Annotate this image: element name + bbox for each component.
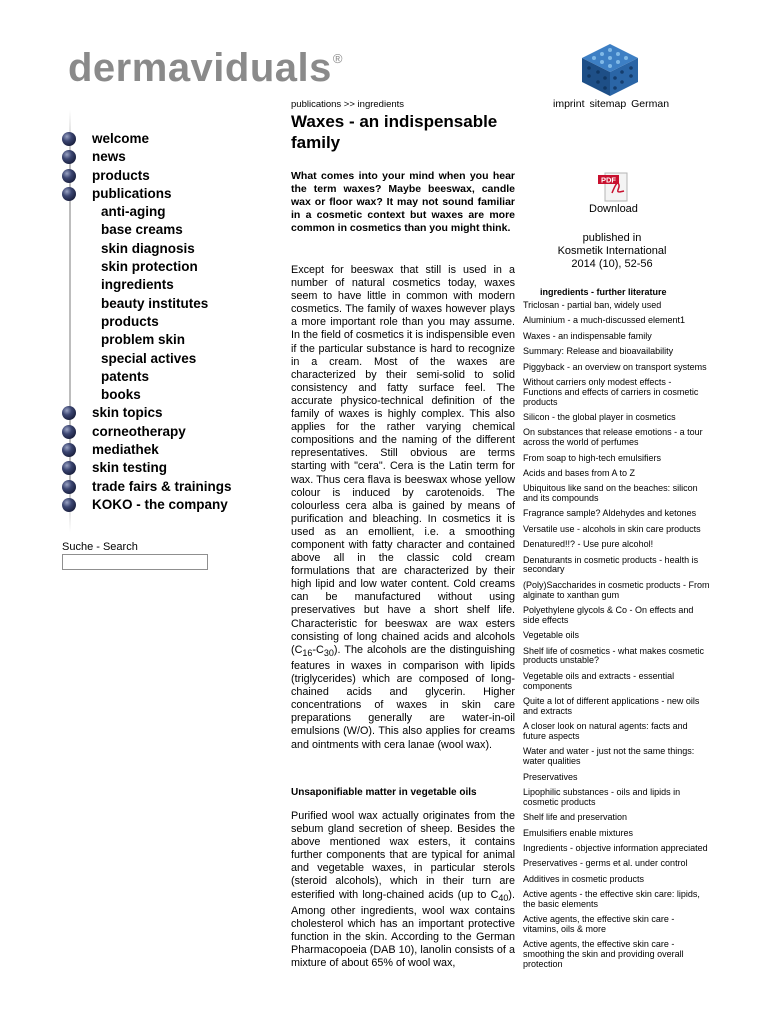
molecule-logo-icon bbox=[580, 42, 640, 98]
breadcrumb: publications >> ingredients bbox=[291, 99, 405, 110]
article-intro: What comes into your mind when you hear the term waxes? Maybe beeswax, candle wax or floor wax? It may not sound familiar in a cosmetic context but waxes are more common in cosmetics than you might think. bbox=[291, 170, 515, 234]
related-link[interactable]: Acids and bases from A to Z bbox=[523, 467, 636, 478]
nav-item-label: patents bbox=[101, 368, 150, 384]
search-label: Suche - Search bbox=[62, 541, 138, 553]
published-issue: 2014 (10), 52-56 bbox=[571, 258, 653, 270]
nav-item[interactable] bbox=[62, 478, 262, 496]
nav-item-label: mediathek bbox=[92, 442, 159, 458]
related-link[interactable]: Water and water - just not the same things: water qualities bbox=[523, 746, 695, 767]
paragraph-text: Except for beeswax that still is used in a number of natural cosmetics today, waxes seem to have little in common with modern cosmetics. The family of waxes however plays a more important role than you may assume. In the field of cosmetics it is indispensible even if the particular substance is hard to recognize in a cream. Most of the waxes are characterized by their semi-solid to solid consistency and fatty surface feel. The accurate physico-technical definition of the family of waxes is highly complex. This also applies for the rather varying chemical compositions and the naming of the different representatives. Still obvious are terms starting with "cera". Cera is the Latin term for wax. Thus cera flava is beeswax whose yellow colour is induced by carotenoids. The colourless cera alba is gained by means of purification and bleaching. In cosmetics it is used as an emollient, i.e. a smoothing component with fatty character and contained above all in the classic cold cream formulations that are characterized by their high lipid and low water content. Cold creams can be manufactured without using preservatives but have a short shelf life. Characteristic for beeswax are wax esters consisting of long chained acids and alcohols (C bbox=[291, 264, 515, 656]
related-link[interactable]: Lipophilic substances - oils and lipids in cosmetic products bbox=[523, 786, 681, 807]
nav-item[interactable] bbox=[62, 148, 262, 166]
nav-item[interactable] bbox=[62, 331, 262, 349]
bullet-icon bbox=[62, 443, 76, 457]
nav-item[interactable] bbox=[62, 276, 262, 294]
related-link[interactable]: Active agents - the effective skin care: lipids, the basic elements bbox=[523, 889, 700, 909]
bullet-icon bbox=[62, 425, 76, 439]
nav-item-label: news bbox=[92, 149, 126, 165]
nav-item-label: beauty institutes bbox=[101, 295, 209, 311]
nav-item-label: publications bbox=[92, 185, 172, 201]
nav-item-label: anti-aging bbox=[101, 204, 166, 220]
nav-item[interactable] bbox=[62, 221, 262, 239]
download-link[interactable]: Download bbox=[589, 203, 638, 215]
nav-item[interactable] bbox=[62, 386, 262, 404]
related-link[interactable]: Vegetable oils bbox=[523, 630, 580, 641]
bullet-icon bbox=[62, 498, 76, 512]
nav-item-label: products bbox=[92, 167, 150, 183]
related-link[interactable]: Emulsifiers enable mixtures bbox=[523, 827, 634, 838]
logo-text: dermaviduals bbox=[68, 46, 332, 90]
nav-item-label: trade fairs & trainings bbox=[92, 478, 232, 494]
page-title: Waxes - an indispensable family bbox=[291, 112, 498, 152]
bullet-icon bbox=[62, 461, 76, 475]
bullet-icon bbox=[62, 132, 76, 146]
nav-item[interactable] bbox=[62, 240, 262, 258]
subscript: 40 bbox=[498, 892, 509, 903]
subscript: 30 bbox=[323, 647, 334, 658]
related-link[interactable]: Active agents, the effective skin care - smoothing the skin and providing overall protection bbox=[523, 939, 684, 970]
related-link[interactable]: Preservatives - germs et al. under control bbox=[523, 858, 688, 869]
bullet-icon bbox=[62, 406, 76, 420]
nav-item-label: base creams bbox=[101, 222, 183, 238]
article-paragraph bbox=[291, 810, 515, 970]
related-link[interactable]: Shelf life of cosmetics - what makes cosmetic products unstable? bbox=[523, 645, 705, 666]
nav-item-label: problem skin bbox=[101, 332, 186, 348]
nav-item[interactable] bbox=[62, 496, 262, 514]
nav-item[interactable] bbox=[62, 441, 262, 459]
published-journal: Kosmetik International bbox=[557, 245, 667, 257]
related-link[interactable]: Ingredients - objective information appreciated bbox=[523, 842, 708, 853]
related-link[interactable]: Aluminium - a much-discussed element1 bbox=[523, 315, 686, 326]
site-logo[interactable] bbox=[68, 48, 343, 88]
published-label: published in bbox=[582, 232, 642, 244]
nav-item[interactable] bbox=[62, 350, 262, 368]
related-link[interactable]: From soap to high-tech emulsifiers bbox=[523, 452, 662, 463]
pdf-icon[interactable] bbox=[597, 172, 633, 202]
related-link[interactable]: Quite a lot of different applications - new oils and extracts bbox=[523, 695, 700, 716]
related-link[interactable]: Waxes - an indispensable family bbox=[523, 330, 652, 341]
related-list bbox=[523, 301, 711, 975]
german-link[interactable]: German bbox=[631, 98, 670, 110]
nav-item-label: KOKO - the company bbox=[92, 496, 228, 512]
publication-info bbox=[548, 232, 676, 271]
related-link[interactable]: Additives in cosmetic products bbox=[523, 873, 645, 884]
related-title: ingredients - further literature bbox=[540, 287, 667, 297]
related-link[interactable]: Denatured!!? - Use pure alcohol! bbox=[523, 539, 654, 550]
nav-item[interactable] bbox=[62, 185, 262, 203]
related-link[interactable]: Vegetable oils and extracts - essential components bbox=[523, 670, 675, 691]
paragraph-text: ). The alcohols are the distinguishing features in waxes in comparison with lipids (triglycerides) which are composed of long-chained acids and glycerin. Higher concentrations of waxes in skin care preparations generally are water-in-oil emulsions (W/O). This also applies for creams and ointments with cera lanae (wool wax). bbox=[291, 643, 515, 751]
imprint-link[interactable]: imprint bbox=[553, 98, 585, 110]
article-paragraph bbox=[291, 264, 515, 752]
main-nav bbox=[62, 130, 262, 514]
related-link[interactable]: Silicon - the global player in cosmetics bbox=[523, 411, 676, 422]
nav-item[interactable] bbox=[62, 167, 262, 185]
related-link[interactable]: On substances that release emotions - a tour across the world of perfumes bbox=[523, 427, 703, 448]
related-link[interactable]: Summary: Release and bioavailability bbox=[523, 346, 674, 357]
related-link[interactable]: Triclosan - partial ban, widely used bbox=[523, 300, 662, 310]
subscript: 16 bbox=[302, 647, 313, 658]
nav-item[interactable] bbox=[62, 459, 262, 477]
nav-item[interactable] bbox=[62, 203, 262, 221]
related-link[interactable]: Piggyback - an overview on transport systems bbox=[523, 361, 707, 372]
related-link[interactable]: Ubiquitous like sand on the beaches: silicon and its compounds bbox=[523, 483, 698, 504]
nav-item[interactable] bbox=[62, 423, 262, 441]
related-link[interactable]: Polyethylene glycols & Co - On effects and side effects bbox=[523, 605, 694, 625]
bullet-icon bbox=[62, 169, 76, 183]
nav-item-label: corneotherapy bbox=[92, 423, 186, 439]
nav-item-label: books bbox=[101, 387, 141, 403]
nav-item[interactable] bbox=[62, 258, 262, 276]
nav-item[interactable] bbox=[62, 313, 262, 331]
registered-mark: ® bbox=[332, 51, 343, 66]
sitemap-link[interactable]: sitemap bbox=[589, 98, 627, 110]
top-nav bbox=[553, 98, 669, 110]
nav-item-label: skin topics bbox=[92, 405, 163, 421]
related-link[interactable]: Versatile use - alcohols in skin care products bbox=[523, 523, 701, 534]
nav-item[interactable] bbox=[62, 368, 262, 386]
paragraph-text: ). Among other ingredients, wool wax contains cholesterol which has an important protective function in the skin. According to the German Pharmacopoeia (DAB 10), lanolin consists of a mixture of about 65% of wool wax, bbox=[291, 888, 515, 970]
related-link[interactable]: Without carriers only modest effects - Functions and effects of carriers in cosmetic products bbox=[523, 376, 699, 407]
paragraph-text: Purified wool wax actually originates from the sebum gland secretion of sheep. Besides the above mentioned wax esters, it contains further components that are typical for animal and vegetable waxes, in particular sterols (steroid alcohols), which in their turn are esterified with long-chained acids (up to C bbox=[291, 810, 515, 901]
related-link[interactable]: (Poly)Saccharides in cosmetic products - From alginate to xanthan gum bbox=[523, 579, 710, 600]
nav-item[interactable] bbox=[62, 295, 262, 313]
nav-item[interactable] bbox=[62, 130, 262, 148]
svg-text:PDF: PDF bbox=[601, 175, 616, 185]
related-link[interactable]: Active agents, the effective skin care - vitamins, oils & more bbox=[523, 914, 675, 935]
nav-item-label: products bbox=[101, 313, 159, 329]
related-link[interactable]: Fragrance sample? Aldehydes and ketones bbox=[523, 508, 697, 519]
section-heading: Unsaponifiable matter in vegetable oils bbox=[291, 787, 477, 798]
nav-item[interactable] bbox=[62, 404, 262, 422]
search-input[interactable] bbox=[62, 554, 208, 570]
related-link[interactable]: Preservatives bbox=[523, 771, 578, 782]
related-link[interactable]: Denaturants in cosmetic products - health is secondary bbox=[523, 554, 699, 575]
nav-item-label: skin testing bbox=[92, 460, 168, 476]
nav-item-label: ingredients bbox=[101, 277, 174, 293]
bullet-icon bbox=[62, 150, 76, 164]
bullet-icon bbox=[62, 187, 76, 201]
related-link[interactable]: A closer look on natural agents: facts and future aspects bbox=[523, 721, 688, 741]
bullet-icon bbox=[62, 480, 76, 494]
paragraph-text: -C bbox=[312, 643, 324, 656]
nav-item-label: special actives bbox=[101, 350, 197, 366]
nav-item-label: welcome bbox=[92, 131, 150, 146]
related-link[interactable]: Shelf life and preservation bbox=[523, 812, 628, 823]
nav-item-label: skin protection bbox=[101, 259, 198, 275]
nav-item-label: skin diagnosis bbox=[101, 240, 195, 256]
